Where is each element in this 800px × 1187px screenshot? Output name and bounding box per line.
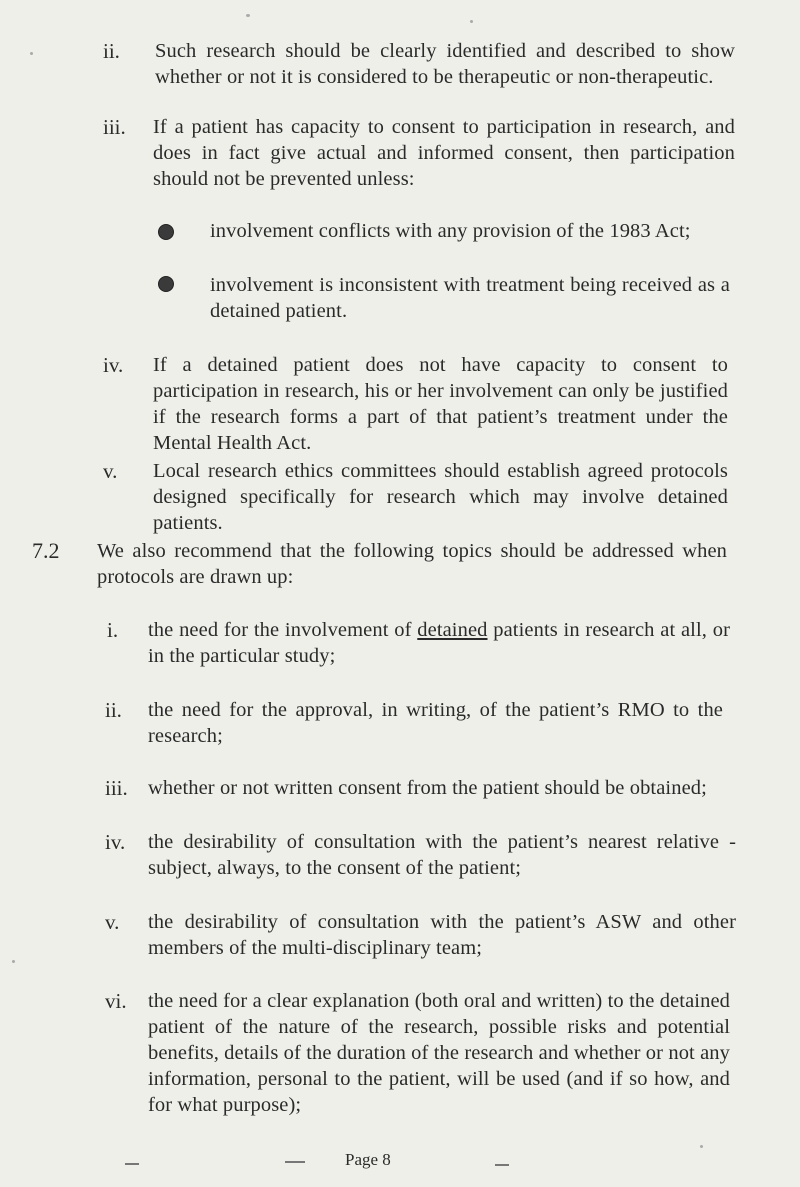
scan-mark [285,1161,305,1163]
item-label: v. [103,459,118,483]
bullet-text: involvement conflicts with any provision of the 1983 Act; [210,220,691,242]
item-label: iii. [103,115,126,139]
item-label: iii. [105,776,128,800]
item-label: ii. [105,698,122,722]
item-text: the need for the approval, in writing, of the patient’s RMO to the research; [148,699,723,747]
section-intro: We also recommend that the following topics should be addressed when protocols are drawn up: [97,540,727,588]
item-label: iv. [103,353,124,377]
item-text: Local research ethics committees should establish agreed protocols designed specifically for research which may involve detained patients. [153,460,728,534]
bullet-icon [158,276,174,292]
scan-speck [246,14,250,17]
item-label: v. [105,910,120,934]
item-text: the desirability of consultation with the patient’s nearest relative - subject, always, to the consent of the patient; [148,831,736,879]
bullet-icon [158,224,174,240]
scan-speck [30,52,33,55]
page-number: Page 8 [345,1150,391,1169]
item-text: the need for the involvement of detained patients in research at all, or in the particular study; [148,619,730,667]
item-label: vi. [105,989,127,1013]
item-label: ii. [103,39,120,63]
item-text: If a patient has capacity to consent to participation in research, and does in fact give actual and informed consent, then participation should not be prevented unless: [153,116,735,190]
item-label: i. [107,618,119,642]
section-number: 7.2 [32,538,60,563]
bullet-text: involvement is inconsistent with treatment being received as a detained patient. [210,274,730,322]
scan-mark [125,1163,139,1165]
item-text: If a detained patient does not have capacity to consent to participation in research, his or her involvement can only be justified if the research forms a part of that patient’s treatment under the Mental Health Act. [153,354,728,454]
item-text: the desirability of consultation with the patient’s ASW and other members of the multi-disciplinary team; [148,911,736,959]
item-text: Such research should be clearly identified and described to show whether or not it is considered to be therapeutic or non-therapeutic. [155,40,735,88]
scan-speck [470,20,473,23]
scan-speck [700,1145,703,1148]
item-text: the need for a clear explanation (both oral and written) to the detained patient of the nature of the research, possible risks and potential benefits, details of the duration of the research and whether or not any information, personal to the patient, will be used (and if so how, and for what purpose); [148,990,730,1116]
scan-speck [12,960,15,963]
item-text: whether or not written consent from the patient should be obtained; [148,777,707,799]
item-label: iv. [105,830,126,854]
scan-mark [495,1164,509,1166]
